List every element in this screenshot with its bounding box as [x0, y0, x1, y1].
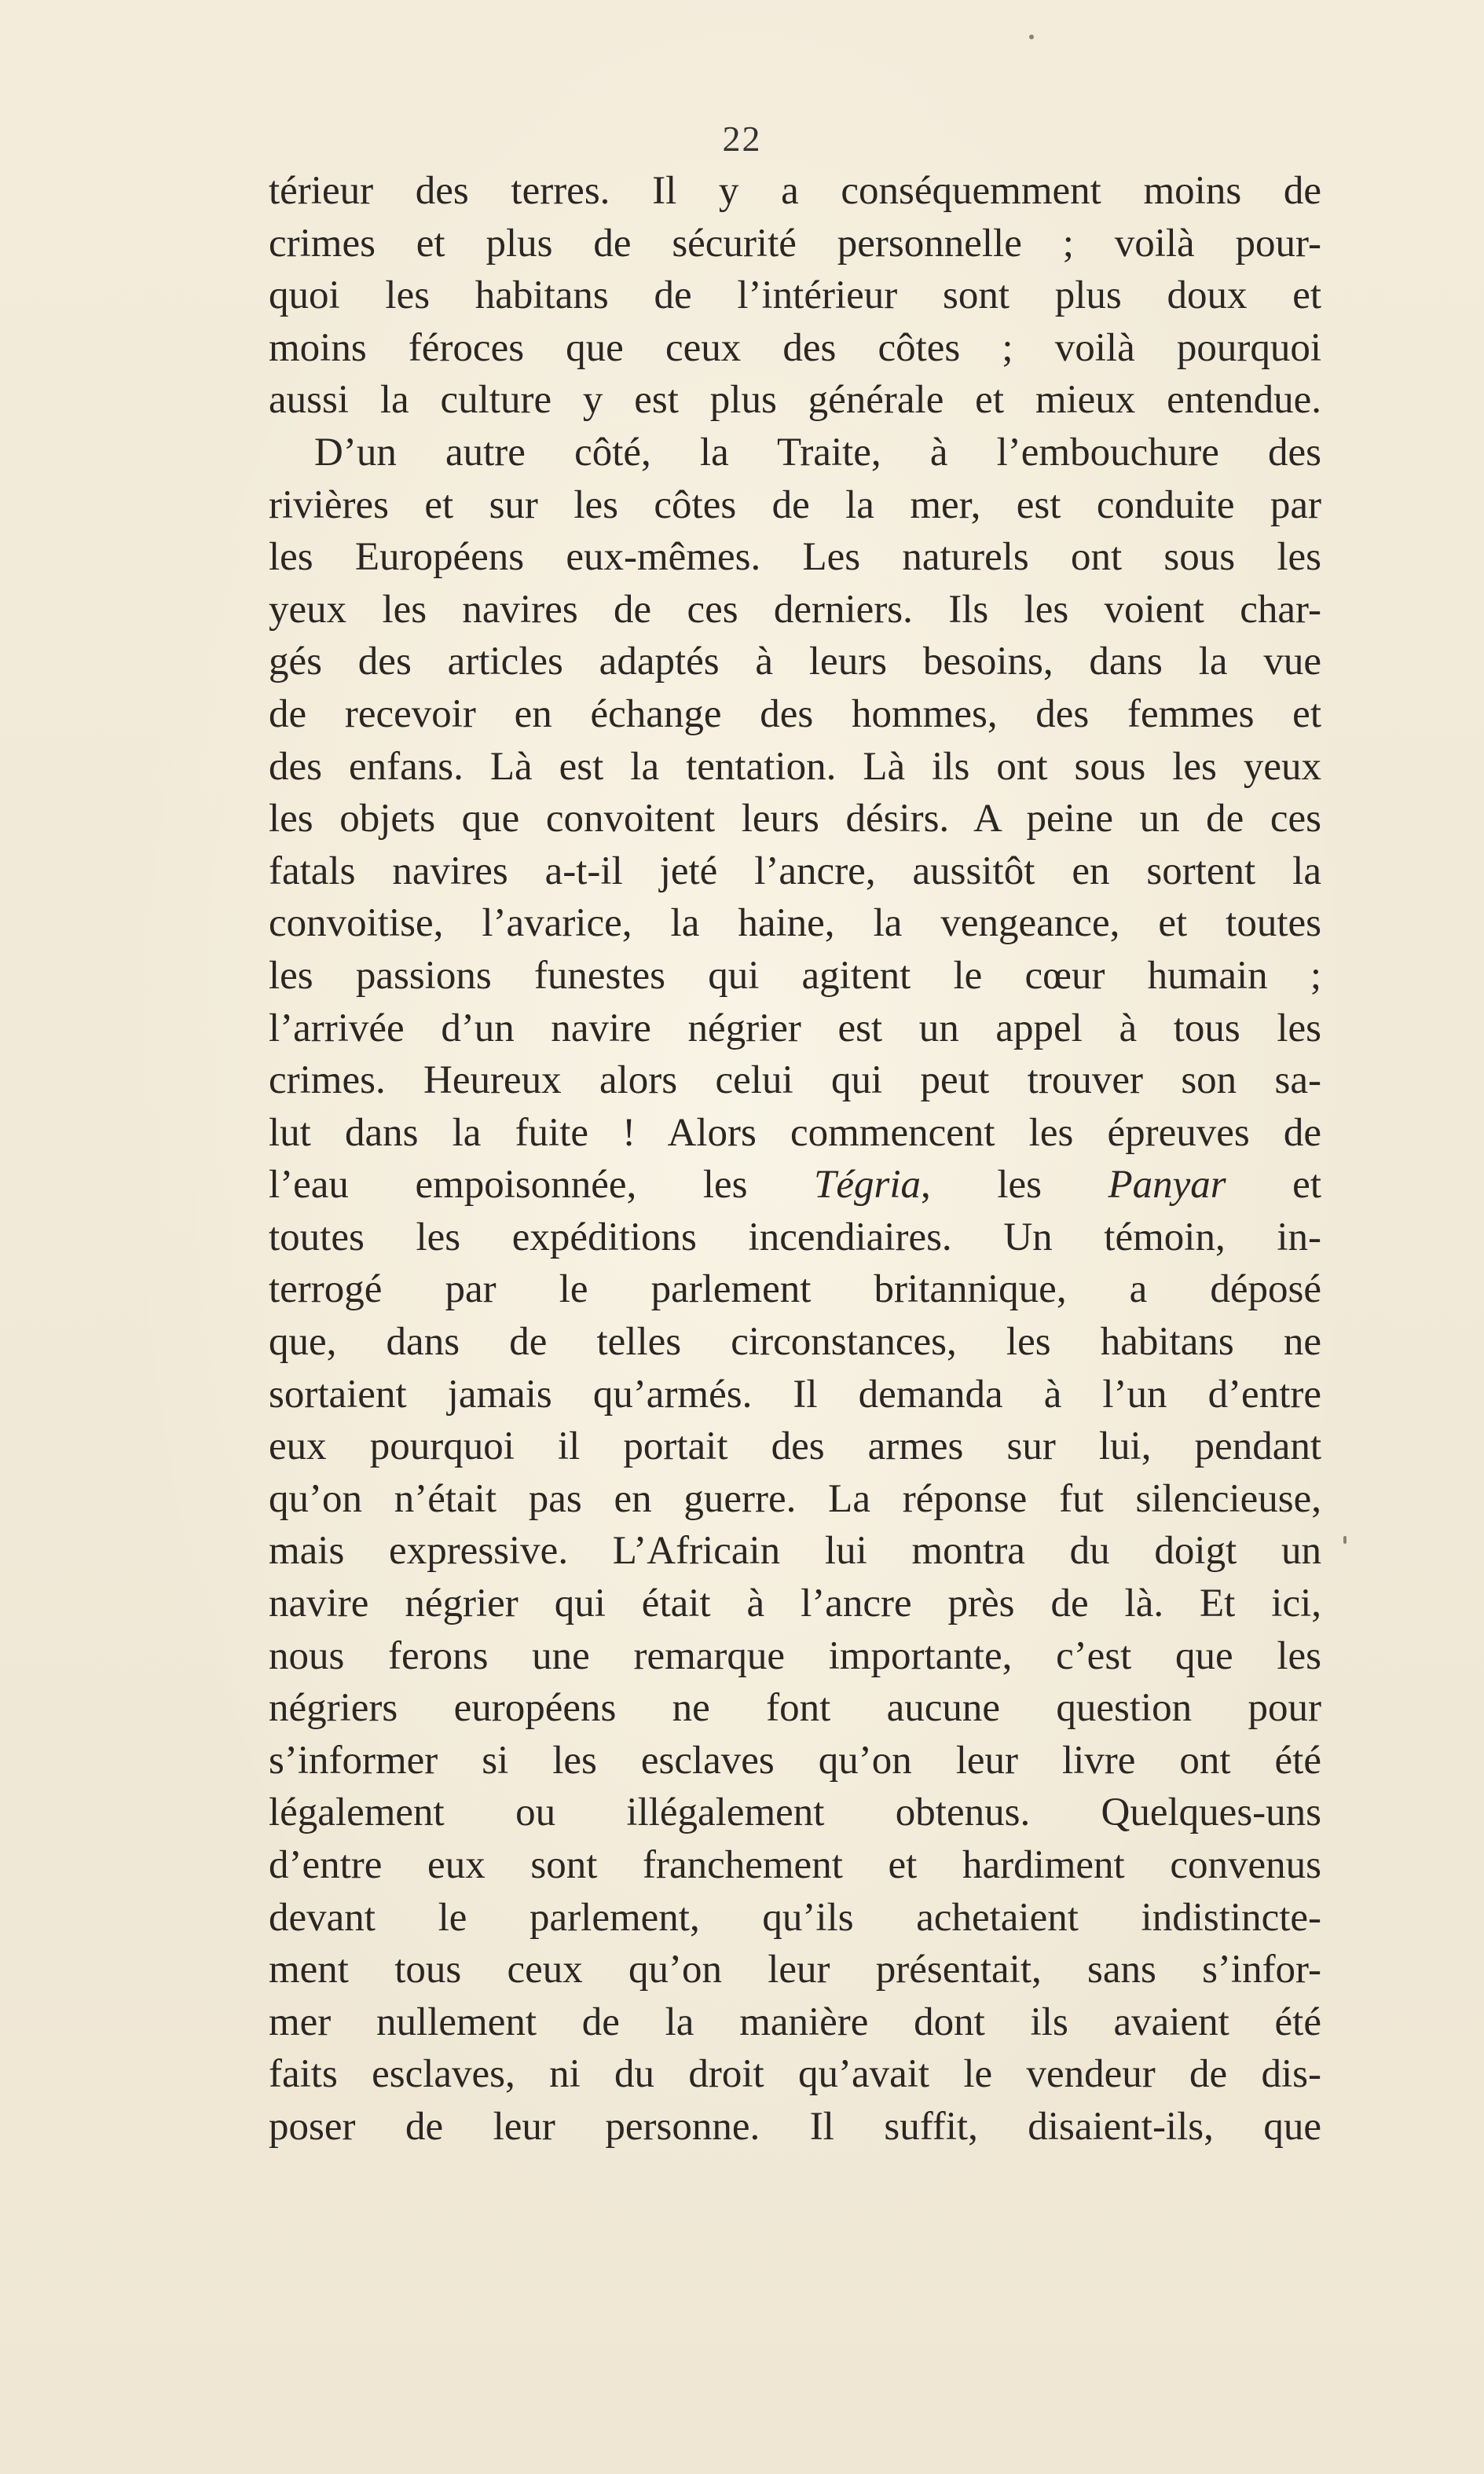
text-segment: , les: [921, 1163, 1108, 1208]
text-line: mer nullement de la manière dont ils avaient été: [269, 1999, 1321, 2044]
text-line: mais expressive. L’Africain lui montra du doigt un: [269, 1529, 1321, 1574]
text-line: convoitise, l’avarice, la haine, la vengeance, et toutes: [269, 901, 1321, 946]
text-line: lut dans la fuite ! Alors commencent les épreuves de: [269, 1110, 1321, 1155]
text-line: [269, 1159, 1321, 1211]
text-line: devant le parlement, qu’ils achetaient indistincte-: [269, 1895, 1321, 1940]
text-segment: et: [1226, 1163, 1321, 1208]
page-number: 22: [722, 119, 762, 159]
text-line: crimes et plus de sécurité personnelle ; voilà pour-: [269, 221, 1321, 266]
text-line: gés des articles adaptés à leurs besoins, dans la vue: [269, 640, 1321, 684]
italic-term: Panyar: [1108, 1163, 1226, 1208]
body-text: [269, 165, 1321, 2153]
text-line: moins féroces que ceux des côtes ; voilà pourquoi: [269, 325, 1321, 370]
text-line: d’entre eux sont franchement et hardiment convenus: [269, 1843, 1321, 1887]
text-line: les objets que convoitent leurs désirs. A peine un de ces: [269, 797, 1321, 841]
text-line: négriers européens ne font aucune question pour: [269, 1686, 1321, 1731]
text-line: les Européens eux-mêmes. Les naturels ont sous les: [269, 535, 1321, 580]
text-line: fatals navires a-t-il jeté l’ancre, aussitôt en sortent la: [269, 848, 1321, 893]
text-line: aussi la culture y est plus générale et mieux entendue.: [269, 378, 1321, 423]
text-line: navire négrier qui était à l’ancre près de là. Et ici,: [269, 1582, 1321, 1626]
text-line: s’informer si les esclaves qu’on leur livre ont été: [269, 1738, 1321, 1783]
text-line: faits esclaves, ni du droit qu’avait le vendeur de dis-: [269, 2052, 1321, 2097]
italic-term: Tégria: [814, 1163, 922, 1208]
text-line: yeux les navires de ces derniers. Ils les voient char-: [269, 587, 1321, 632]
text-line: l’arrivée d’un navire négrier est un appel à tous les: [269, 1006, 1321, 1050]
text-line: nous ferons une remarque importante, c’est que les: [269, 1633, 1321, 1678]
paper-speck: [1343, 1536, 1347, 1544]
text-line: terrogé par le parlement britannique, a déposé: [269, 1267, 1321, 1312]
text-line: de recevoir en échange des hommes, des femmes et: [269, 691, 1321, 736]
text-line: crimes. Heureux alors celui qui peut trouver son sa-: [269, 1058, 1321, 1103]
paper-speck: [1029, 35, 1034, 39]
text-line: ment tous ceux qu’on leur présentait, sans s’infor-: [269, 1948, 1321, 1992]
text-line: poser de leur personne. Il suffit, disaient-ils, que: [269, 2104, 1321, 2149]
text-line: légalement ou illégalement obtenus. Quelques-uns: [269, 1790, 1321, 1835]
text-line: les passions funestes qui agitent le cœur humain ;: [269, 953, 1321, 998]
text-segment: l’eau empoisonnée, les: [269, 1163, 815, 1208]
text-line: des enfans. Là est la tentation. Là ils ont sous les yeux: [269, 744, 1321, 789]
text-line: eux pourquoi il portait des armes sur lui, pendant: [269, 1424, 1321, 1469]
text-line: rivières et sur les côtes de la mer, est conduite par: [269, 482, 1321, 527]
text-line: quoi les habitans de l’intérieur sont plus doux et: [269, 273, 1321, 318]
text-line: que, dans de telles circonstances, les habitans ne: [269, 1320, 1321, 1365]
text-line: sortaient jamais qu’armés. Il demanda à l’un d’entre: [269, 1372, 1321, 1417]
text-line: qu’on n’était pas en guerre. La réponse fut silencieuse,: [269, 1476, 1321, 1521]
text-line: D’un autre côté, la Traite, à l’embouchure des: [314, 430, 1321, 475]
text-line: térieur des terres. Il y a conséquemment moins de: [269, 169, 1321, 213]
text-line: toutes les expéditions incendiaires. Un témoin, in-: [269, 1215, 1321, 1259]
